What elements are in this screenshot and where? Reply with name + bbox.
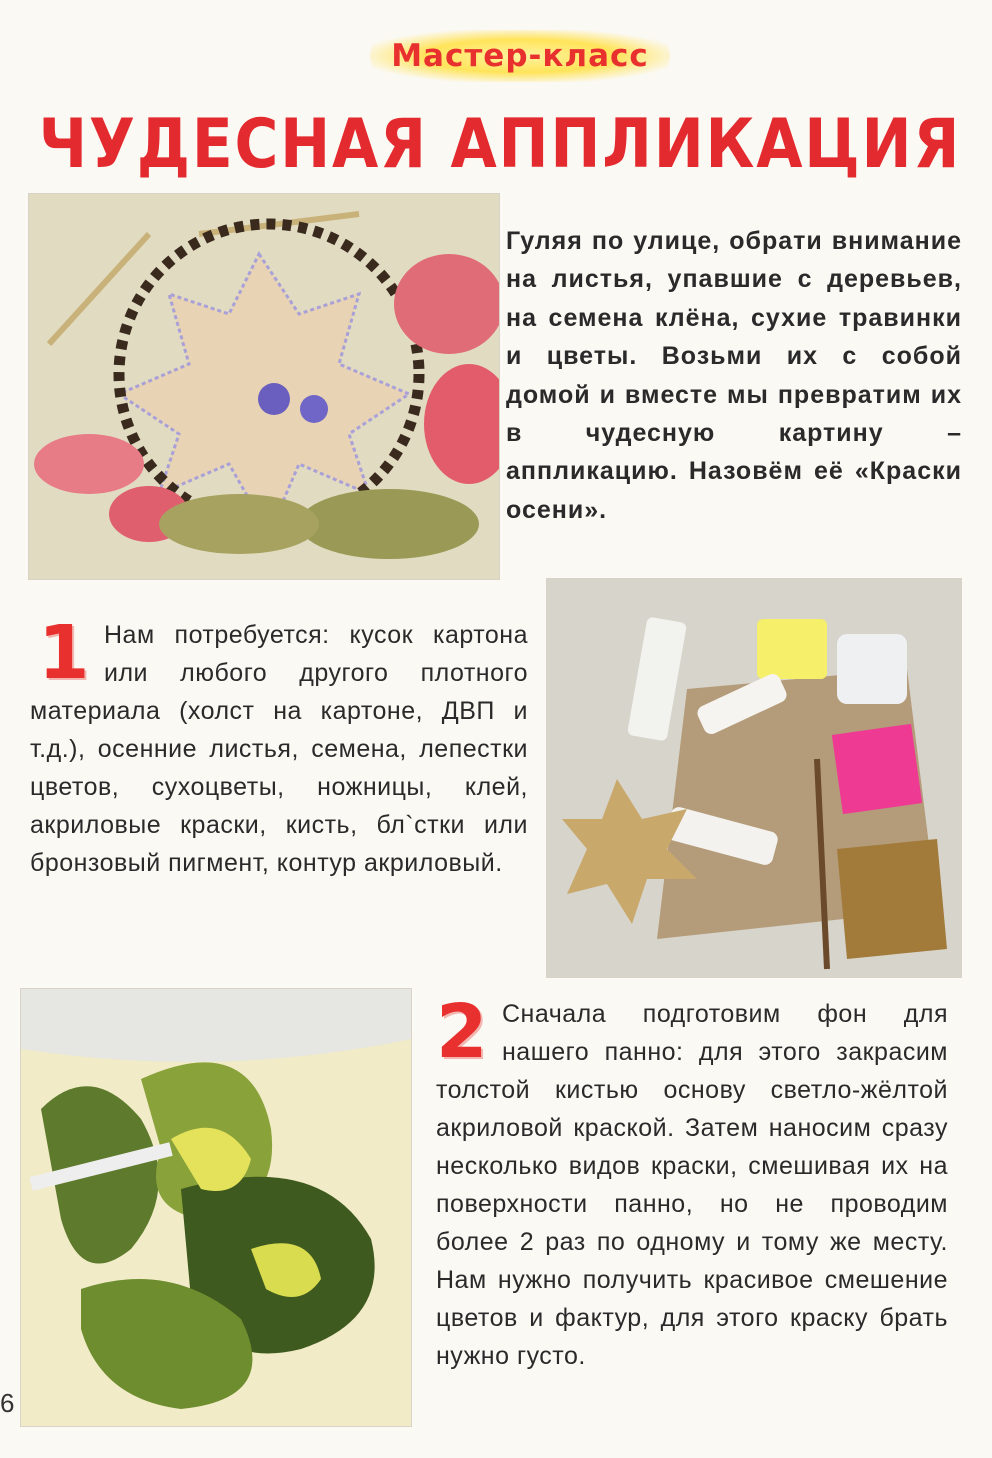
step-1 <box>30 610 528 882</box>
page-title: ЧУДЕСНАЯ АППЛИКАЦИЯ <box>38 104 962 184</box>
step-1-text: Нам потребуется: кусок картона или любого другого плотного материала (холст на картоне, ДВП и т.д.), осенние листья, семена, лепестки цветов, сухоцветы, ножницы, клей, акриловые краски, кисть, бл`стки или бронзовый пигмент, контур акриловый. <box>30 621 528 877</box>
step-1-number: 1 <box>38 610 90 696</box>
rubric-label: Мастер-класс <box>391 38 649 74</box>
finished-applique-photo <box>28 193 500 580</box>
step-2-number: 2 <box>436 989 488 1075</box>
materials-photo <box>546 578 962 978</box>
paint-mixing-photo <box>20 988 412 1427</box>
intro-paragraph: Гуляя по улице, обрати внимание на листья, упавшие с деревьев, на семена клёна, сухие травинки и цветы. Возьми их с собой домой и вместе мы превратим их в чудесную картину – аппликацию. Назовём её «Краски осени». <box>506 227 962 524</box>
step-2 <box>436 989 948 1375</box>
step-2-text: Сначала подготовим фон для нашего панно: для этого закрасим толстой кистью основу светло-жёлтой акриловой краской. Затем наносим сразу несколько видов краски, смешивая их на поверхности панно, но не проводим более 2 раз по одному и тому же месту. Нам нужно получить красивое смешение цветов и фактур, для этого краску брать нужно густо. <box>436 1000 948 1370</box>
page-number: 6 <box>0 1388 15 1418</box>
rubric-badge <box>370 30 670 82</box>
